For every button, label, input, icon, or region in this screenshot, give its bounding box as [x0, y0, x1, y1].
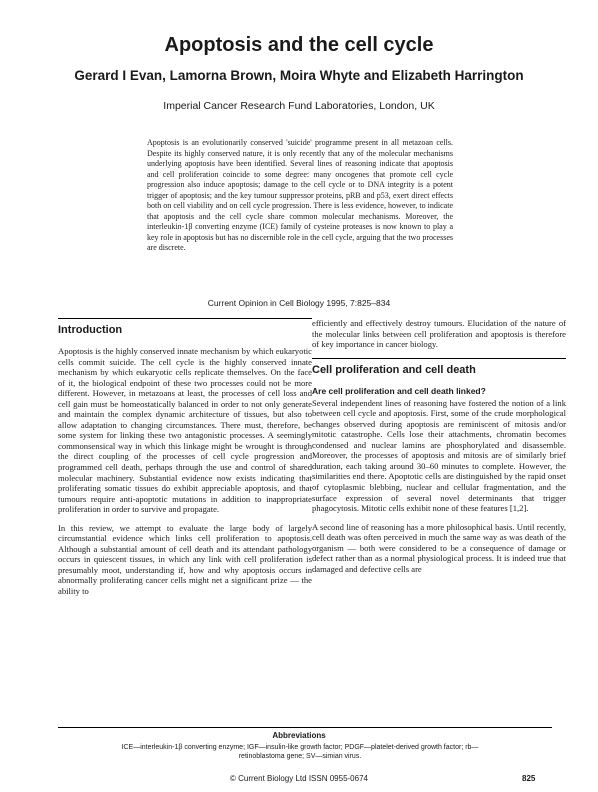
section-heading-introduction: Introduction [58, 324, 123, 336]
abstract: Apoptosis is an evolutionarily conserved 'suicide' programme present in all metazoan cells. Despite its highly conserved nature, it is only recently that any of the molecular mechanisms underlying apoptosis have been identified. Several lines of reasoning indicate that apoptosis and cell proliferation coincide to some degree: many oncogenes that promote cell cycle progression also induce apoptosis; damage to the cell cycle or to DNA integrity is a potent trigger of apoptosis; and the key tumour suppressor proteins, pRB and p53, exert direct effects both on cell viability and on cell cycle progression. There is less evidence, however, to indicate that apoptosis and the cell cycle share common molecular mechanisms. Moreover, the interleukin-1β converting enzyme (ICE) family of cysteine proteases is now known to play a key role in apoptosis but has no discernible role in the cell cycle, arguing that the two processes are discrete. [147, 138, 453, 252]
section2-paragraph-1: Several independent lines of reasoning have fostered the notion of a link between cell cycle and apoptosis. First, some of the crude morphological changes observed during apoptosis are reminiscent of mitosis and/or mitotic catastrophe. Cells lose their attachments, chromatin becomes condensed and nuclear lamins are phosphorylated and disassemble. Moreover, the processes of apoptosis and mitosis are of similarly brief duration, each taking around 30–60 minutes to complete. However, the similarities end there. Apoptotic cells are distinguished by the rapid onset of cytoplasmic blebbing, nuclear and cellular fragmentation, and the surface expression of several novel determinants that trigger phagocytosis. Mitotic cells exhibit none of these features [1,2]. [312, 397, 566, 514]
right-column [312, 318, 566, 582]
article-title: Apoptosis and the cell cycle [164, 34, 434, 56]
journal-citation: Current Opinion in Cell Biology 1995, 7:825–834 [207, 298, 391, 308]
intro-continuation: efficiently and effectively destroy tumours. Elucidation of the nature of the molecular links between cell proliferation and apoptosis is therefore of key importance in cancer biology. [312, 318, 566, 350]
abbreviations-text: ICE—interleukin-1β converting enzyme; IGF—insulin-like growth factor; PDGF—platelet-derived growth factor; rb—retinoblastoma gene; SV—simian virus. [121, 744, 479, 760]
page-number: 825 [522, 774, 536, 783]
intro-paragraph-2: In this review, we attempt to evaluate the large body of largely circumstantial evidence which links cell proliferation to apoptosis. Although a substantial amount of cell death and its attendant pathology occurs in quiescent tissues, in which any link with cell proliferation is presumably moot, understanding if, how and why apoptosis occurs in abnormally proliferating cancer cells might net a significant prize — the ability to [58, 522, 312, 597]
section-rule [312, 358, 566, 359]
abbreviations-rule [58, 727, 552, 728]
subsection-heading: Are cell proliferation and cell death linked? [312, 385, 486, 396]
intro-paragraph-1: Apoptosis is the highly conserved innate mechanism by which eukaryotic cells commit suicide. The cell cycle is the highly conserved innate mechanism by which eukaryotic cells replicate themselves. On the face of it, the biological endpoint of these two processes could not be more different. However, in metazoans at least, the processes of cell loss and cell gain must be homeostatically balanced in order to not only generate and maintain the complex dynamic architecture of tissues, but also to allow adaptation to changing circumstances. There must, therefore, be some system for linking these two antagonistic processes. A seemingly commonsensical way in which this linkage might be wrought is through the direct coupling of the processes of cell cycle progression and programmed cell death, perhaps through the use and control of shared molecular machinery. Substantial evidence now exists indicating that proliferating somatic tissues do exhibit appreciable apoptosis, and that tumours require anti-apoptotic mutations in addition to inappropriate proliferation in order to survive and propagate. [58, 346, 312, 515]
copyright-notice: © Current Biology Ltd ISSN 0955-0674 [230, 774, 368, 783]
section2-paragraph-2: A second line of reasoning has a more philosophical basis. Until recently, cell death was often perceived in much the same way as was death of the organism — both were considered to be a consequence of damage or defect rather than as a normal physiological process. It is indeed true that damaged and defective cells are [312, 521, 566, 574]
section-rule [58, 318, 312, 319]
affiliation: Imperial Cancer Research Fund Laboratories, London, UK [163, 100, 435, 112]
author-list: Gerard I Evan, Lamorna Brown, Moira Whyte and Elizabeth Harrington [74, 68, 524, 83]
abbreviations-heading: Abbreviations [272, 731, 326, 740]
left-column [58, 318, 312, 605]
section-heading-cell-proliferation: Cell proliferation and cell death [312, 363, 476, 376]
